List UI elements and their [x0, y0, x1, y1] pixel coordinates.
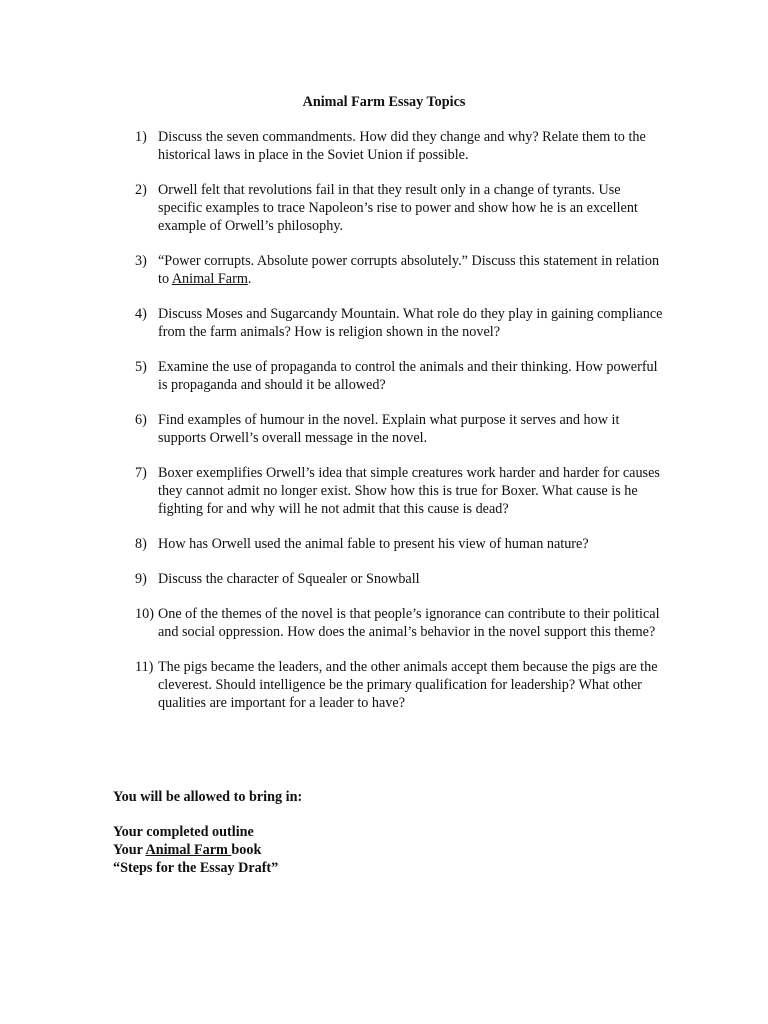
topic-text: The pigs became the leaders, and the other animals accept them because the pigs are the cleverest. Should intelligence be the primary qualification for leadership? What other qualities are important for a leader to have?	[158, 659, 658, 711]
topic-text: Discuss the seven commandments. How did they change and why? Relate them to the historical laws in place in the Soviet Union if possible.	[158, 129, 646, 163]
topic-text: Discuss the character of Squealer or Snowball	[158, 571, 420, 587]
materials-item-book-prefix: Your	[113, 842, 146, 858]
topic-text: How has Orwell used the animal fable to present his view of human nature?	[158, 536, 589, 552]
topic-number: 10)	[135, 606, 154, 622]
topic-number: 7)	[135, 465, 147, 481]
topic-number: 6)	[135, 412, 147, 428]
list-item	[0, 411, 768, 447]
book-title-underlined: Animal Farm	[171, 271, 248, 287]
topic-text: Find examples of humour in the novel. Explain what purpose it serves and how it supports Orwell’s overall message in the novel.	[158, 412, 620, 446]
topic-list	[0, 128, 768, 729]
materials-item-book	[113, 841, 302, 859]
materials-item-book-suffix: book	[231, 842, 262, 858]
topic-number: 1)	[135, 129, 147, 145]
topic-number: 5)	[135, 359, 147, 375]
topic-text: Orwell felt that revolutions fail in that they result only in a change of tyrants. Use specific examples to trace Napoleon’s rise to power and show how he is an excellent example of Orwell’s philosophy.	[158, 182, 638, 234]
list-item	[0, 252, 768, 288]
list-item	[0, 128, 768, 164]
spacer	[113, 806, 302, 823]
materials-section	[113, 788, 302, 877]
topic-number: 3)	[135, 253, 147, 269]
list-item	[0, 605, 768, 641]
book-title-underlined: Animal Farm	[145, 842, 232, 858]
topic-number: 4)	[135, 306, 147, 322]
topic-text: Boxer exemplifies Orwell’s idea that simple creatures work harder and harder for causes they cannot admit no longer exist. Show how this is true for Boxer. What cause is he fighting for and why will he not admit that this cause is dead?	[158, 465, 660, 517]
topic-number: 2)	[135, 182, 147, 198]
topic-text	[158, 252, 668, 288]
list-item	[0, 305, 768, 341]
page-title: Animal Farm Essay Topics	[302, 94, 466, 110]
topic-text-before: “Power corrupts. Absolute power corrupts absolutely.” Discuss this statement in relation to	[158, 253, 660, 287]
topic-text: Discuss Moses and Sugarcandy Mountain. What role do they play in gaining compliance from the farm animals? How is religion shown in the novel?	[158, 306, 663, 340]
list-item	[0, 464, 768, 518]
topic-text: One of the themes of the novel is that people’s ignorance can contribute to their political and social oppression. How does the animal’s behavior in the novel support this theme?	[158, 606, 660, 640]
topic-number: 8)	[135, 536, 147, 552]
list-item	[0, 181, 768, 235]
list-item	[0, 570, 768, 588]
topic-text-after: .	[247, 271, 252, 287]
materials-item-steps: “Steps for the Essay Draft”	[113, 860, 279, 876]
list-item	[0, 535, 768, 553]
materials-item-outline: Your completed outline	[113, 824, 254, 840]
materials-heading: You will be allowed to bring in:	[113, 789, 303, 805]
list-item	[0, 358, 768, 394]
topic-text: Examine the use of propaganda to control the animals and their thinking. How powerful is propaganda and should it be allowed?	[158, 359, 658, 393]
topic-number: 11)	[135, 659, 154, 675]
topic-number: 9)	[135, 571, 147, 587]
list-item	[0, 658, 768, 712]
